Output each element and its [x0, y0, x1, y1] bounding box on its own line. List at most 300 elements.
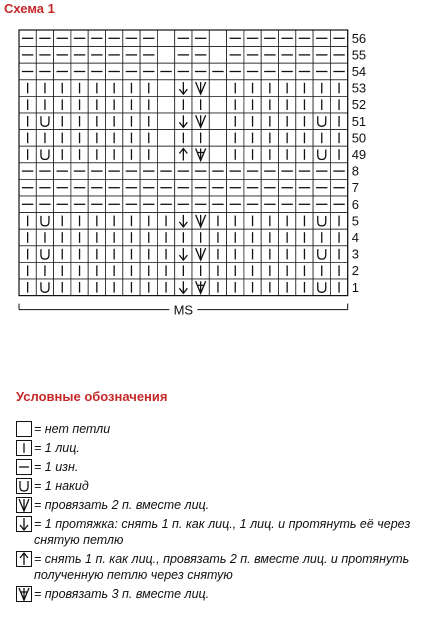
chart-cell — [157, 47, 174, 64]
row-number-label: 8 — [351, 163, 359, 179]
chart-cell — [209, 146, 226, 163]
chart-cell — [54, 47, 71, 64]
knit-icon — [16, 440, 32, 456]
chart-cell — [313, 196, 330, 213]
chart-cell — [71, 80, 88, 97]
chart-cell — [123, 163, 140, 180]
chart-cell — [140, 213, 157, 230]
row-number-label: 5 — [351, 213, 359, 229]
chart-cell — [227, 130, 244, 147]
chart-cell — [192, 163, 209, 180]
chart-cell — [279, 80, 296, 97]
chart-cell — [209, 262, 226, 279]
row-number-label: 52 — [351, 97, 367, 113]
chart-cell — [244, 229, 261, 246]
chart-cell — [175, 63, 192, 80]
chart-cell — [261, 196, 278, 213]
row-number-label: 2 — [351, 263, 359, 279]
chart-cell — [140, 96, 157, 113]
chart-cell — [140, 163, 157, 180]
chart-cell — [19, 113, 36, 130]
chart-cell — [123, 213, 140, 230]
chart-cell — [106, 213, 123, 230]
chart-cell — [175, 196, 192, 213]
chart-cell — [36, 279, 53, 296]
chart-cell — [157, 113, 174, 130]
chart-cell — [296, 63, 313, 80]
empty-icon — [16, 421, 32, 437]
chart-cell — [296, 163, 313, 180]
chart-cell — [227, 30, 244, 47]
chart-cell — [157, 130, 174, 147]
chart-cell — [36, 113, 53, 130]
chart-cell — [175, 213, 192, 230]
chart-cell — [227, 229, 244, 246]
chart-cell — [54, 279, 71, 296]
chart-cell — [192, 130, 209, 147]
chart-cell — [296, 179, 313, 196]
chart-cell — [227, 113, 244, 130]
chart-cell — [209, 130, 226, 147]
chart-cell — [279, 213, 296, 230]
chart-cell — [313, 47, 330, 64]
chart-cell — [296, 96, 313, 113]
chart-cell — [140, 30, 157, 47]
chart-cell — [261, 113, 278, 130]
chart-cell — [19, 80, 36, 97]
chart-cell — [244, 113, 261, 130]
chart-cell — [192, 113, 209, 130]
chart-cell — [71, 163, 88, 180]
chart-cell — [192, 146, 209, 163]
chart-cell — [279, 229, 296, 246]
chart-cell — [313, 96, 330, 113]
chart-cell — [313, 113, 330, 130]
chart-cell — [209, 246, 226, 263]
chart-cell — [36, 63, 53, 80]
chart-cell — [175, 229, 192, 246]
chart-cell — [279, 63, 296, 80]
chart-cell — [244, 213, 261, 230]
chart-cell — [36, 262, 53, 279]
chart-cell — [19, 229, 36, 246]
chart-cell — [313, 30, 330, 47]
chart-cell — [330, 63, 347, 80]
chart-cell — [192, 213, 209, 230]
chart-cell — [54, 30, 71, 47]
chart-cell — [279, 179, 296, 196]
chart-cell — [71, 30, 88, 47]
chart-cell — [54, 63, 71, 80]
chart-cell — [157, 63, 174, 80]
chart-cell — [36, 130, 53, 147]
chart-cell — [88, 96, 105, 113]
chart-cell — [175, 262, 192, 279]
chart-cell — [244, 179, 261, 196]
chart-cell — [296, 113, 313, 130]
chart-cell — [54, 130, 71, 147]
chart-cell — [106, 163, 123, 180]
chart-cell — [36, 196, 53, 213]
chart-cell — [227, 213, 244, 230]
chart-cell — [261, 262, 278, 279]
chart-cell — [227, 47, 244, 64]
chart-cell — [296, 47, 313, 64]
row-number-label: 4 — [351, 230, 359, 245]
chart-cell — [175, 130, 192, 147]
chart-cell — [279, 30, 296, 47]
chart-cell — [19, 279, 36, 296]
chart-cell — [140, 262, 157, 279]
chart-cell — [330, 130, 347, 147]
row-number-label: 49 — [351, 147, 367, 162]
chart-cell — [313, 246, 330, 263]
chart-cell — [279, 246, 296, 263]
chart-cell — [36, 179, 53, 196]
chart-cell — [227, 196, 244, 213]
chart-cell — [106, 113, 123, 130]
chart-cell — [209, 163, 226, 180]
chart-cell — [140, 47, 157, 64]
chart-cell — [192, 96, 209, 113]
chart-cell — [330, 213, 347, 230]
chart-cell — [123, 179, 140, 196]
chart-cell — [157, 80, 174, 97]
chart-cell — [175, 113, 192, 130]
chart-cell — [296, 229, 313, 246]
chart-cell — [71, 213, 88, 230]
chart-cell — [88, 246, 105, 263]
chart-cell — [313, 63, 330, 80]
chart-cell — [209, 279, 226, 296]
row-number-label: 3 — [351, 246, 359, 262]
chart-cell — [244, 146, 261, 163]
chart-cell — [157, 30, 174, 47]
chart-cell — [279, 96, 296, 113]
chart-cell — [106, 96, 123, 113]
chart-cell — [88, 213, 105, 230]
chart-cell — [175, 163, 192, 180]
chart-cell — [175, 146, 192, 163]
chart-cell — [123, 47, 140, 64]
k2tog-icon — [16, 497, 32, 513]
chart-cell — [123, 279, 140, 296]
chart-cell — [261, 96, 278, 113]
chart-cell — [123, 63, 140, 80]
chart-cell — [227, 96, 244, 113]
chart-cell — [140, 196, 157, 213]
chart-cell — [36, 163, 53, 180]
chart-cell — [19, 163, 36, 180]
chart-cell — [19, 146, 36, 163]
chart-cell — [54, 80, 71, 97]
chart-cell — [54, 196, 71, 213]
chart-cell — [244, 47, 261, 64]
repeat-label: MS — [173, 302, 194, 318]
chart-cell — [330, 30, 347, 47]
chart-cell — [54, 246, 71, 263]
chart-cell — [192, 47, 209, 64]
chart-cell — [157, 279, 174, 296]
chart-cell — [227, 146, 244, 163]
yarn-over-icon — [16, 478, 32, 494]
chart-cell — [261, 146, 278, 163]
chart-cell — [209, 113, 226, 130]
chart-cell — [244, 163, 261, 180]
chart-cell — [175, 47, 192, 64]
chart-cell — [19, 196, 36, 213]
chart-cell — [88, 146, 105, 163]
chart-cell — [36, 80, 53, 97]
chart-cell — [330, 47, 347, 64]
chart-cell — [106, 196, 123, 213]
chart-cell — [227, 163, 244, 180]
row-number-label: 50 — [351, 130, 367, 146]
chart-cell — [54, 163, 71, 180]
purl-icon — [16, 459, 32, 475]
chart-cell — [296, 196, 313, 213]
chart-cell — [19, 179, 36, 196]
chart-cell — [54, 213, 71, 230]
chart-cell — [209, 196, 226, 213]
chart-cell — [71, 279, 88, 296]
chart-cell — [157, 96, 174, 113]
chart-cell — [106, 262, 123, 279]
chart-cell — [261, 130, 278, 147]
chart-cell — [175, 246, 192, 263]
chart-cell — [279, 113, 296, 130]
chart-cell — [54, 229, 71, 246]
row-number-label: 54 — [351, 64, 367, 79]
chart-cell — [88, 113, 105, 130]
chart-cell — [71, 196, 88, 213]
row-number-label: 51 — [351, 113, 367, 129]
chart-cell — [296, 246, 313, 263]
chart-cell — [192, 179, 209, 196]
chart-cell — [330, 163, 347, 180]
chart-cell — [313, 229, 330, 246]
chart-cell — [296, 213, 313, 230]
chart-cell — [71, 229, 88, 246]
legend-text: = снять 1 п. как лиц., провязать 2 п. вместе лиц. и протянуть полученную петлю через снятую — [34, 552, 410, 582]
chart-cell — [296, 130, 313, 147]
chart-cell — [36, 30, 53, 47]
chart-cell — [279, 196, 296, 213]
chart-cell — [261, 279, 278, 296]
chart-cell — [261, 229, 278, 246]
chart-cell — [123, 96, 140, 113]
chart-cell — [244, 279, 261, 296]
chart-cell — [88, 279, 105, 296]
chart-cell — [313, 146, 330, 163]
chart-cell — [209, 30, 226, 47]
chart-cell — [192, 229, 209, 246]
chart-cell — [313, 179, 330, 196]
chart-cell — [140, 80, 157, 97]
chart-cell — [175, 30, 192, 47]
row-number-label: 53 — [351, 80, 367, 96]
chart-cell — [19, 47, 36, 64]
chart-cell — [88, 229, 105, 246]
chart-cell — [227, 279, 244, 296]
chart-cell — [261, 179, 278, 196]
chart-cell — [157, 246, 174, 263]
chart-cell — [175, 279, 192, 296]
chart-cell — [330, 113, 347, 130]
chart-cell — [36, 213, 53, 230]
chart-cell — [157, 262, 174, 279]
chart-cell — [123, 30, 140, 47]
chart-cell — [209, 179, 226, 196]
chart-cell — [54, 179, 71, 196]
legend-text: = нет петли — [34, 422, 111, 436]
chart-cell — [313, 262, 330, 279]
chart-cell — [175, 96, 192, 113]
chart-cell — [313, 163, 330, 180]
chart-cell — [244, 96, 261, 113]
chart-cell — [71, 63, 88, 80]
chart-cell — [279, 163, 296, 180]
chart-cell — [296, 262, 313, 279]
chart-cell — [209, 229, 226, 246]
chart-cell — [261, 246, 278, 263]
chart-cell — [140, 246, 157, 263]
chart-cell — [261, 63, 278, 80]
chart-cell — [209, 96, 226, 113]
chart-cell — [71, 179, 88, 196]
chart-cell — [157, 163, 174, 180]
chart-cell — [279, 130, 296, 147]
chart-cell — [106, 130, 123, 147]
chart-cell — [88, 47, 105, 64]
chart-cell — [296, 279, 313, 296]
chart-cell — [54, 262, 71, 279]
legend-text: = 1 лиц. — [34, 441, 80, 455]
chart-cell — [88, 30, 105, 47]
chart-cell — [330, 146, 347, 163]
chart-cell — [296, 146, 313, 163]
chart-cell — [106, 30, 123, 47]
chart-cell — [88, 163, 105, 180]
chart-cell — [330, 262, 347, 279]
chart-cell — [175, 80, 192, 97]
chart-cell — [244, 130, 261, 147]
chart-cell — [140, 63, 157, 80]
chart-cell — [157, 179, 174, 196]
chart-cell — [106, 63, 123, 80]
chart-cell — [106, 229, 123, 246]
legend-text: = 1 изн. — [34, 460, 79, 474]
chart-cell — [244, 196, 261, 213]
chart-cell — [71, 130, 88, 147]
chart-cell — [88, 196, 105, 213]
row-number-label: 7 — [351, 180, 359, 196]
chart-cell — [54, 96, 71, 113]
chart-cell — [123, 262, 140, 279]
chart-cell — [330, 179, 347, 196]
chart-cell — [106, 179, 123, 196]
chart-cell — [88, 179, 105, 196]
chart-cell — [54, 113, 71, 130]
chart-cell — [71, 96, 88, 113]
chart-cell — [227, 63, 244, 80]
chart-cell — [88, 262, 105, 279]
up-arrow-icon — [16, 551, 32, 567]
chart-cell — [106, 47, 123, 64]
legend-text: = провязать 2 п. вместе лиц. — [34, 498, 210, 512]
chart-cell — [192, 196, 209, 213]
chart-cell — [140, 113, 157, 130]
chart-cell — [19, 30, 36, 47]
chart-cell — [330, 96, 347, 113]
row-number-label: 55 — [351, 47, 367, 63]
chart-cell — [296, 30, 313, 47]
chart-cell — [209, 213, 226, 230]
chart-cell — [209, 80, 226, 97]
chart-cell — [123, 113, 140, 130]
chart-cell — [261, 47, 278, 64]
chart-cell — [19, 262, 36, 279]
chart-cell — [227, 179, 244, 196]
down-arrow-icon — [16, 516, 32, 532]
chart-cell — [157, 146, 174, 163]
chart-cell — [279, 262, 296, 279]
chart-cell — [54, 146, 71, 163]
chart-cell — [140, 130, 157, 147]
chart-cell — [330, 246, 347, 263]
chart-cell — [261, 80, 278, 97]
chart-cell — [192, 279, 209, 296]
chart-cell — [330, 196, 347, 213]
chart-cell — [71, 47, 88, 64]
chart-cell — [313, 279, 330, 296]
chart-cell — [106, 146, 123, 163]
row-number-label: 56 — [351, 30, 367, 46]
chart-cell — [330, 229, 347, 246]
k3tog-icon — [16, 586, 32, 602]
chart-cell — [123, 196, 140, 213]
chart-cell — [71, 262, 88, 279]
chart-cell — [36, 229, 53, 246]
legend-text: = провязать 3 п. вместе лиц. — [34, 587, 210, 601]
legend-text: = 1 накид — [34, 479, 89, 493]
chart-cell — [192, 80, 209, 97]
chart-cell — [313, 213, 330, 230]
chart-cell — [261, 30, 278, 47]
chart-cell — [123, 130, 140, 147]
chart-cell — [123, 80, 140, 97]
chart-cell — [88, 80, 105, 97]
chart-cell — [157, 213, 174, 230]
chart-cell — [106, 80, 123, 97]
legend-text: = 1 протяжка: снять 1 п. как лиц., 1 лиц. и протянуть её через снятую петлю — [34, 517, 411, 547]
chart-cell — [36, 246, 53, 263]
chart-cell — [227, 80, 244, 97]
chart-cell — [244, 80, 261, 97]
chart-cell — [261, 213, 278, 230]
chart-cell — [71, 146, 88, 163]
chart-cell — [36, 47, 53, 64]
chart-cell — [244, 246, 261, 263]
chart-cell — [157, 196, 174, 213]
row-number-label: 1 — [351, 279, 359, 295]
chart-cell — [19, 213, 36, 230]
chart-cell — [192, 262, 209, 279]
chart-cell — [192, 246, 209, 263]
chart-cell — [244, 262, 261, 279]
chart-cell — [279, 146, 296, 163]
chart-cell — [227, 262, 244, 279]
